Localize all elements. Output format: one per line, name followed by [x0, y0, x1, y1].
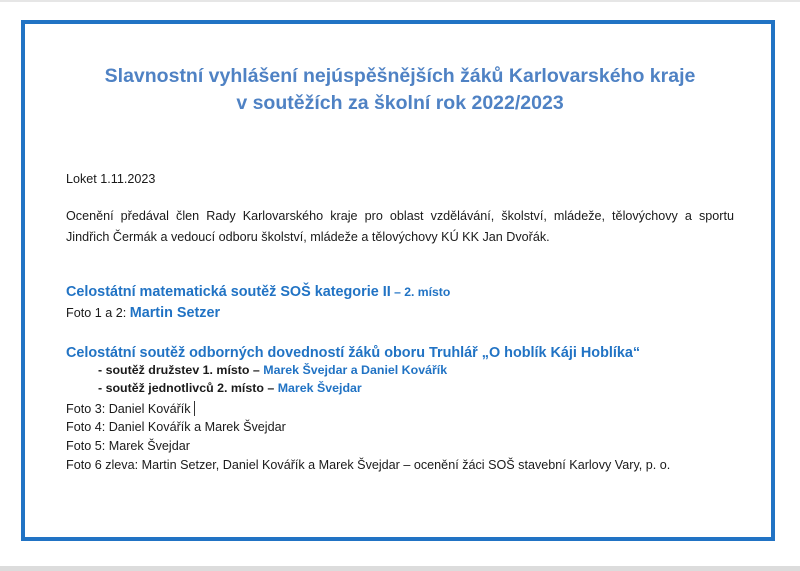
section1-place: – 2. místo: [390, 285, 451, 299]
section2-bullet-1: [98, 363, 447, 377]
bullet-1-label: - soutěž družstev 1. místo –: [98, 363, 264, 377]
section2-bullet-2: [98, 381, 362, 395]
page-edge-top: [0, 0, 800, 2]
foto-3-text: Foto 3: Daniel Kovářík: [66, 402, 191, 416]
section1-foto-line: [66, 305, 220, 321]
bullet-1-names: Marek Švejdar a Daniel Kovářík: [263, 363, 448, 377]
foto-line-6: Foto 6 zleva: Martin Setzer, Daniel Kovářík a Marek Švejdar – ocenění žáci SOŠ stavební Karlovy Vary, p. o.: [66, 458, 671, 472]
date-line: Loket 1.11.2023: [66, 172, 156, 186]
foto-line-5: Foto 5: Marek Švejdar: [66, 439, 190, 453]
section2-heading: Celostátní soutěž odborných dovedností žáků oboru Truhlář „O hoblík Káji Hoblíka“: [66, 345, 641, 361]
foto-line-3: [66, 401, 195, 416]
foto-line-4: Foto 4: Daniel Kovářík a Marek Švejdar: [66, 420, 286, 434]
section1-heading: [66, 284, 450, 300]
document-title: [0, 63, 800, 117]
page-edge-bottom: [0, 566, 800, 571]
text-cursor: [194, 401, 195, 416]
title-line-1: Slavnostní vyhlášení nejúspěšnějších žáků Karlovarského kraje: [104, 65, 696, 87]
section1-heading-text: Celostátní matematická soutěž SOŠ kategorie II: [66, 284, 391, 300]
section1-foto-label: Foto 1 a 2:: [66, 306, 130, 320]
title-line-2: v soutěžích za školní rok 2022/2023: [236, 92, 564, 114]
bullet-2-label: - soutěž jednotlivců 2. místo –: [98, 381, 278, 395]
intro-paragraph: Ocenění předával člen Rady Karlovarského kraje pro oblast vzdělávání, školství, mládeže, tělovýchovy a sportu Jindřich Čermák a vedoucí odboru školství, mládeže a tělovýchovy KÚ KK Jan Dvořák.: [66, 209, 734, 244]
bullet-2-names: Marek Švejdar: [277, 381, 362, 395]
section1-foto-name: Martin Setzer: [129, 305, 221, 321]
